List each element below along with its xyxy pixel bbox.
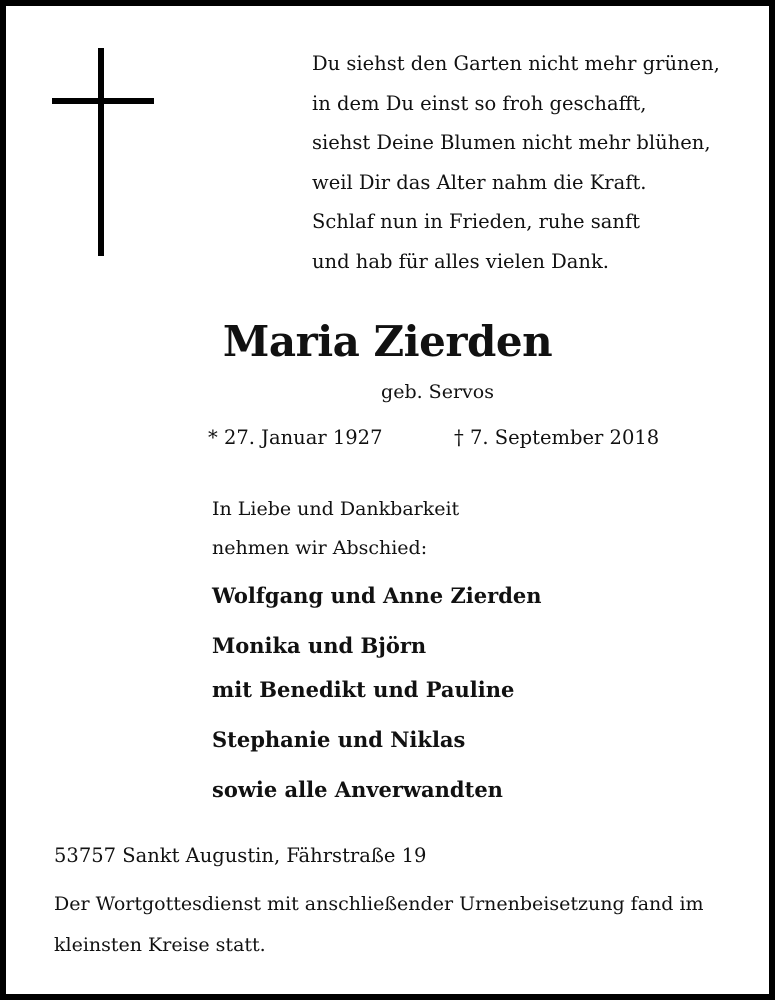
- intro-line: In Liebe und Dankbarkeit: [212, 498, 460, 520]
- poem-line: in dem Du einst so froh geschafft,: [312, 91, 647, 115]
- cross-icon: [52, 48, 154, 256]
- poem-line: siehst Deine Blumen nicht mehr blühen,: [312, 131, 711, 154]
- poem-line: Schlaf nun in Frieden, ruhe sanft: [312, 210, 641, 233]
- farewell-intro: [212, 490, 459, 568]
- cross-horizontal-bar: [52, 98, 154, 104]
- mourner-entry: Stephanie und Niklas: [212, 727, 466, 752]
- address: 53757 Sankt Augustin, Fährstraße 19: [54, 844, 427, 867]
- service-note: Der Wortgottesdienst mit anschließender Urnenbeisetzung fand im kleinsten Kreise statt.: [54, 893, 704, 956]
- maiden-name: geb. Servos: [381, 381, 494, 403]
- mourner-entry: sowie alle Anverwandten: [212, 777, 503, 802]
- mourners-list: [212, 574, 542, 812]
- intro-line: nehmen wir Abschied:: [212, 537, 428, 559]
- poem-line: weil Dir das Alter nahm die Kraft.: [312, 170, 647, 194]
- deceased-name: Maria Zierden: [222, 317, 553, 366]
- poem-line: und hab für alles vielen Dank.: [312, 249, 609, 273]
- birth-date: * 27. Januar 1927: [208, 426, 383, 449]
- poem-line: Du siehst den Garten nicht mehr grünen,: [312, 52, 720, 75]
- mourner-entry: Monika und Björn: [212, 633, 427, 658]
- mourner-entry: mit Benedikt und Pauline: [212, 677, 515, 702]
- poem: [312, 44, 752, 281]
- death-date: † 7. September 2018: [454, 426, 660, 449]
- cross-vertical-bar: [98, 48, 104, 256]
- mourner-entry: Wolfgang und Anne Zierden: [212, 583, 542, 608]
